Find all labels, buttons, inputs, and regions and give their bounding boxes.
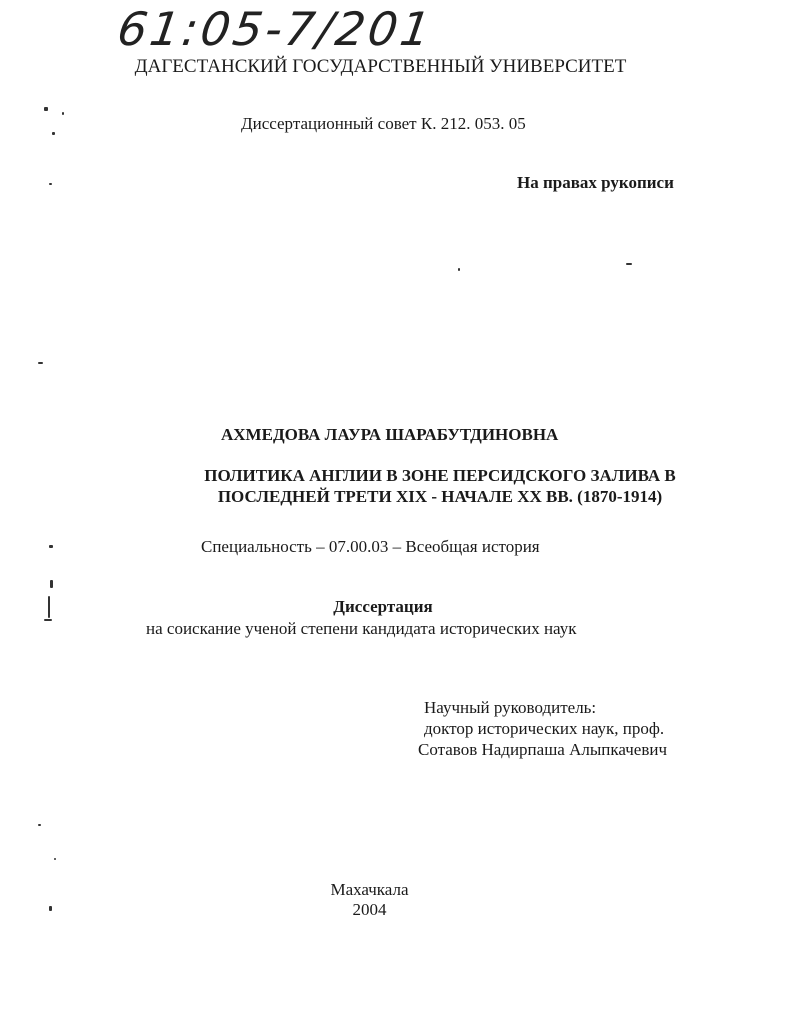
- year: 2004: [352, 900, 387, 919]
- scan-artifact: [49, 545, 53, 548]
- scan-artifact: [49, 906, 52, 911]
- title-line-1: ПОЛИТИКА АНГЛИИ В ЗОНЕ ПЕРСИДСКОГО ЗАЛИВА В: [204, 466, 676, 485]
- title-line-2: ПОСЛЕДНЕЙ ТРЕТИ XIX - НАЧАЛЕ XX ВВ. (1870-1914): [217, 487, 663, 506]
- scan-artifact: [52, 132, 55, 135]
- scan-artifact: [38, 362, 43, 364]
- dissertation-title: [160, 465, 720, 507]
- manuscript-rights-notice: На правах рукописи: [517, 173, 674, 192]
- scan-artifact: [62, 112, 64, 115]
- scan-artifact: [54, 858, 56, 860]
- scan-artifact: [44, 107, 48, 111]
- scan-artifact: [458, 268, 460, 271]
- work-type-heading: Диссертация: [333, 597, 433, 616]
- supervisor-name: Сотавов Надирпаша Алыпкачевич: [418, 740, 667, 759]
- specialty-line: Специальность – 07.00.03 – Всеобщая история: [201, 537, 540, 556]
- scan-artifact: [50, 580, 53, 588]
- degree-line: на соискание ученой степени кандидата исторических наук: [146, 619, 577, 638]
- scan-artifact: [48, 596, 50, 618]
- university-name: ДАГЕСТАНСКИЙ ГОСУДАРСТВЕННЫЙ УНИВЕРСИТЕТ: [134, 56, 627, 77]
- supervisor-label: Научный руководитель:: [424, 698, 597, 717]
- scan-artifact: [44, 619, 52, 621]
- supervisor-credentials: доктор исторических наук, проф.: [424, 719, 665, 738]
- scan-artifact: [49, 183, 52, 185]
- city: Махачкала: [330, 880, 409, 899]
- handwritten-catalog-number: 61:05-7/201: [114, 2, 437, 56]
- dissertation-council: Диссертационный совет К. 212. 053. 05: [241, 114, 526, 133]
- author-name: АХМЕДОВА ЛАУРА ШАРАБУТДИНОВНА: [221, 425, 559, 444]
- scan-artifact: [626, 263, 632, 265]
- scan-artifact: [38, 824, 41, 826]
